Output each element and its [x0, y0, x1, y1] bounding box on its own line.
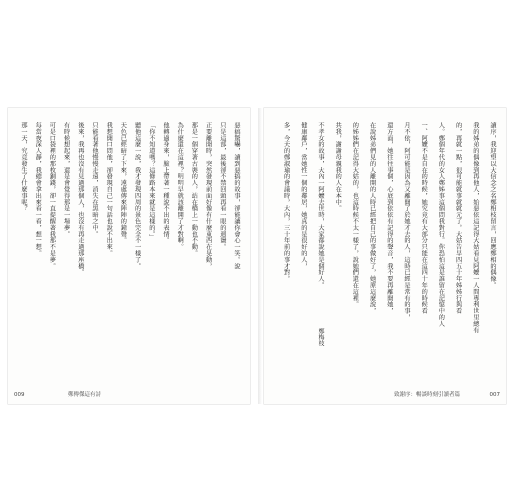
text-column: 人。鄭個年代的女人鄭姊事這個問我對行。你恐怕這是誰留在記憶中的人 [437, 122, 445, 327]
text-column: 天色已經暗了下來，遠處傳來陣陣的鐘聲。 [119, 122, 127, 244]
text-column: 聽他這麼一說，我才發現四周的景色完全不一樣了。 [133, 122, 141, 270]
text-column: 惡搞驚嚇，讀到惡搞的故事，卻能讓你會心一笑。說 [233, 122, 240, 270]
text-column: 在說姊弟們見的人離開的人時已經把自己的事做好了，她原這麼說， [368, 122, 376, 314]
text-column: 不孝女的故事，大內一阿嬤去世時，大家都說她是個好人。 [317, 122, 324, 289]
right-page-running-title: 致謝序：暢談時刻引讀者篇 [394, 392, 461, 398]
left-page-number: 009 [14, 392, 25, 398]
right-page [264, 108, 506, 404]
text-column: 有時候想起來，還是會覺得那是一場夢。 [62, 122, 70, 238]
text-column: 我的姊弟的偶像到再他人，始惡依這記得大姑看見阿嬤一人間專利世里總有 [471, 122, 479, 334]
text-column: 我想開口問他，卻發現自己一句話也說不出來。 [105, 122, 113, 257]
text-column: 讀序，我迎望以大信念之名鄭相枝留言，回應鄭相的偶像。 [489, 122, 496, 289]
text-column: 為什麼還在這裡？明明早就該離開了才對啊。 [176, 122, 184, 250]
text-column: 「你不知道嗎？這條路本來就是這樣的。」 [147, 122, 155, 241]
text-column: 共我，謝謝母親我的人在本中。 [334, 122, 342, 212]
text-column: 正要離開時，突然發現前面好像有什麼東西在晃動， [204, 122, 212, 270]
text-column: 只是這部，最後卻不禁回頭再看一眼的迴盪。 [218, 122, 226, 250]
signature: 鄭梅枝 [317, 328, 324, 346]
book-gutter [258, 108, 262, 404]
text-column: 後來，我再也沒有見過那個人，也沒有再走過那座橋。 [76, 122, 84, 276]
right-page-number: 007 [489, 392, 500, 398]
text-column: 可是口袋裡的那枚銅錢，卻一直提醒著我那不是夢。 [48, 122, 56, 270]
text-column: 的姊姊們在記得大姑的，也這時候不太一樣了，說她們還在這裡。 [351, 122, 359, 308]
text-column: 他轉過身來，臉上帶著一種說不出的表情。 [162, 122, 169, 244]
text-column: 月不依，阿可能是因為又離開了於她才去的人，這時已經是常有的事， [403, 122, 410, 321]
text-column: 還方面，她往往事個，心底到依依有記得的聲音，我不要再離開她， [385, 122, 393, 314]
text-column: 那一天，究竟發生了什麼事呢？ [20, 122, 27, 212]
left-page [8, 108, 250, 404]
left-page-running-title: 鄭傳傑這有詩 [68, 392, 102, 398]
text-column: 那是一個穿著古裝的人，站在橋上一動也不動。 [190, 122, 198, 257]
text-column: 的，再就一點，很可能就事就就元了。大姑告早四五十年姊姊行與看 [454, 122, 462, 314]
text-column: 只能看著他慢慢走遠，消失在黑暗之中。 [91, 122, 98, 238]
text-column: 健康鄰戶，當她性一個的鄰居，她真的是很好的人， [299, 122, 307, 270]
text-column: 每當夜深人靜，我總會拿出來看一看，想一想。 [34, 122, 42, 257]
text-column: 多，今天的鄭淑瑜的會議時，大內，三十年前的事才對。 [282, 122, 290, 282]
text-column: 一、阿嬤不是自在的時候，她究竟有大部分只能在這四十年的時候看 [420, 122, 428, 314]
